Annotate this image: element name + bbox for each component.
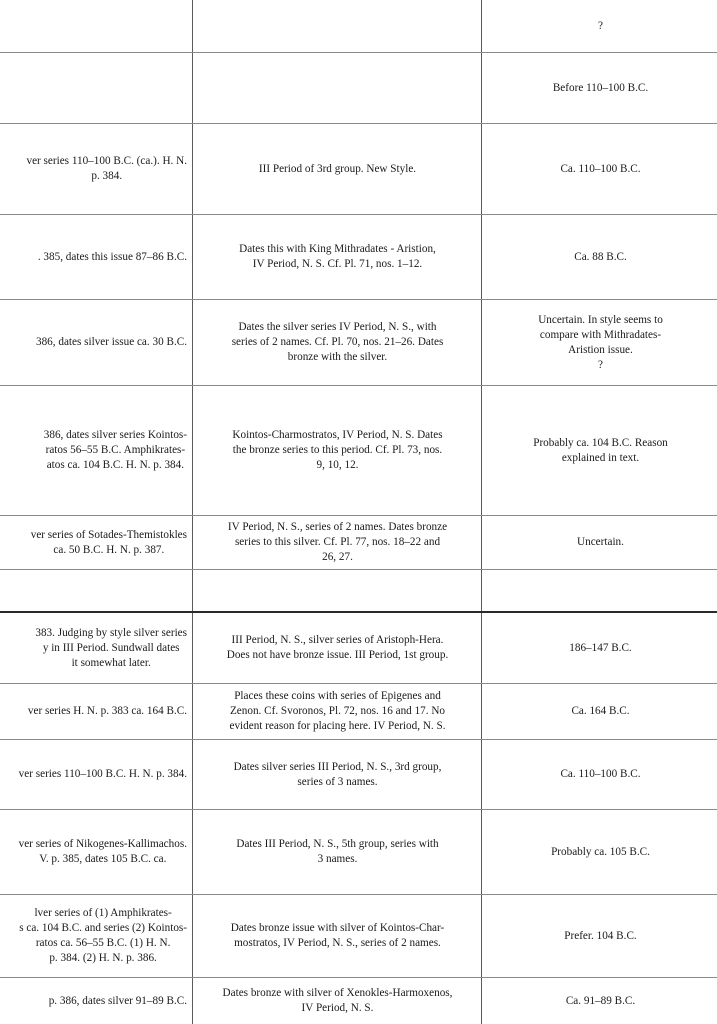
cell-text-line: V. p. 385, dates 105 B.C. ca. — [39, 853, 167, 865]
cell-text-line: p. 384. — [91, 170, 123, 182]
cell-text-line: 383. Judging by style silver series — [35, 626, 187, 639]
cell-date-conclusion — [484, 53, 717, 123]
cell-period-notes — [195, 516, 480, 569]
cell-text-line: explained in text. — [561, 451, 640, 464]
cell-text-line: series of 2 names. Cf. Pl. 70, nos. 21–26. Dates — [231, 336, 444, 348]
cell-source-dating — [0, 215, 191, 299]
cell-text-line: Uncertain. — [577, 536, 624, 548]
cell-date-conclusion — [484, 684, 717, 739]
cell-date-conclusion — [484, 215, 717, 299]
cell-text-line: the bronze series to this period. Cf. Pl. 73, nos. — [232, 444, 443, 456]
cell-text-line: IV Period, N. S. — [301, 1002, 374, 1014]
cell-text-line: 3 names. — [317, 853, 358, 865]
cell-source-dating — [0, 810, 191, 894]
cell-date-conclusion — [484, 124, 717, 214]
cell-text-line: Probably ca. 104 B.C. Reason — [533, 436, 668, 449]
cell-text-line: Ca. 110–100 B.C. — [560, 768, 641, 780]
column-divider — [481, 0, 482, 1024]
cell-text-line: 386, dates silver issue ca. 30 B.C. — [35, 336, 187, 348]
cell-date-conclusion — [484, 613, 717, 683]
cell-text-line: compare with Mithradates- — [539, 328, 662, 341]
cell-text-line: Dates III Period, N. S., 5th group, series with — [236, 838, 439, 850]
cell-date-conclusion — [484, 386, 717, 515]
cell-source-dating — [0, 300, 191, 385]
cell-text-line: mostratos, IV Period, N. S., series of 2 names. — [234, 937, 441, 949]
cell-text-line: ver series 110–100 B.C. (ca.). H. N. — [26, 155, 187, 167]
cell-period-notes — [195, 215, 480, 299]
cell-period-notes — [195, 895, 480, 977]
cell-period-notes — [195, 300, 480, 385]
cell-text-line: lver series of (1) Amphikrates- — [34, 907, 172, 919]
cell-source-dating — [0, 895, 191, 977]
cell-source-dating — [0, 570, 191, 611]
cell-text-line: bronze with the silver. — [287, 351, 388, 363]
cell-text-line: Kointos-Charmostratos, IV Period, N. S. Dates — [232, 429, 443, 441]
cell-source-dating — [0, 124, 191, 214]
cell-text-line: IV Period, N. S. Cf. Pl. 71, nos. 1–12. — [252, 258, 423, 270]
cell-text-line: ratos ca. 56–55 B.C. (1) H. N. — [35, 937, 171, 949]
cell-date-conclusion — [484, 810, 717, 894]
cell-text-line: s ca. 104 B.C. and series (2) Kointos- — [19, 922, 187, 934]
cell-period-notes — [195, 978, 480, 1024]
cell-source-dating — [0, 684, 191, 739]
cell-source-dating — [0, 386, 191, 515]
cell-text-line: ver series of Sotades-Themistokles — [30, 528, 187, 541]
cell-text-line: Does not have bronze issue. III Period, 1st group. — [226, 649, 449, 661]
cell-period-notes — [195, 740, 480, 809]
cell-text-line: IV Period, N. S., series of 2 names. Dates bronze — [227, 521, 448, 533]
cell-source-dating — [0, 53, 191, 123]
cell-text-line: Aristion issue. — [568, 343, 633, 356]
cell-period-notes — [195, 386, 480, 515]
cell-text-line: 9, 10, 12. — [316, 459, 359, 471]
cell-text-line: Ca. 110–100 B.C. — [560, 162, 641, 175]
cell-text-line: ca. 50 B.C. H. N. p. 387. — [53, 543, 165, 556]
cell-text-line: III Period, N. S., silver series of Aristoph-Hera. — [231, 634, 444, 646]
cell-text-line: Ca. 91–89 B.C. — [565, 994, 636, 1007]
cell-text-line: series to this silver. Cf. Pl. 77, nos. 18–22 and — [234, 536, 441, 548]
cell-text-line: ? — [598, 358, 603, 371]
cell-period-notes — [195, 53, 480, 123]
cell-source-dating — [0, 740, 191, 809]
cell-source-dating — [0, 613, 191, 683]
cell-text-line: 186–147 B.C. — [569, 641, 632, 654]
cell-text-line: Dates bronze with silver of Xenokles-Harmoxenos, — [222, 987, 453, 999]
column-divider — [192, 0, 193, 1024]
cell-text-line: Ca. 88 B.C. — [574, 250, 627, 263]
cell-text-line: Probably ca. 105 B.C. — [551, 845, 650, 858]
cell-text-line: atos ca. 104 B.C. H. N. p. 384. — [46, 459, 185, 471]
cell-date-conclusion — [484, 300, 717, 385]
cell-text-line: Before 110–100 B.C. — [552, 81, 649, 94]
cell-text-line: III Period of 3rd group. New Style. — [258, 162, 417, 175]
cell-source-dating — [0, 516, 191, 569]
cell-text-line: Zenon. Cf. Svoronos, Pl. 72, nos. 16 and 17. No — [229, 705, 446, 717]
cell-text-line: y in III Period. Sundwall dates — [42, 641, 180, 654]
cell-text-line: Dates bronze issue with silver of Kointos-Char- — [230, 922, 445, 934]
cell-text-line: ? — [598, 19, 603, 32]
cell-source-dating — [0, 978, 191, 1024]
cell-period-notes — [195, 613, 480, 683]
cell-text-line: Uncertain. In style seems to — [538, 313, 663, 326]
cell-text-line: Dates the silver series IV Period, N. S., with — [238, 321, 437, 333]
cell-text-line: it somewhat later. — [71, 656, 151, 669]
cell-date-conclusion — [484, 740, 717, 809]
cell-text-line: 26, 27. — [322, 551, 353, 563]
cell-text-line: ver series H. N. p. 383 ca. 164 B.C. — [27, 705, 187, 717]
cell-text-line: Places these coins with series of Epigenes and — [234, 690, 441, 702]
cell-text-line: evident reason for placing here. IV Period, N. S. — [229, 720, 446, 732]
cell-date-conclusion — [484, 516, 717, 569]
cell-date-conclusion — [484, 895, 717, 977]
cell-text-line: Prefer. 104 B.C. — [564, 929, 637, 942]
cell-date-conclusion — [484, 0, 717, 52]
cell-text-line: p. 386, dates silver 91–89 B.C. — [48, 994, 187, 1007]
cell-text-line: p. 384. (2) H. N. p. 386. — [49, 952, 157, 964]
cell-text-line: ver series 110–100 B.C. H. N. p. 384. — [18, 768, 187, 780]
cell-date-conclusion — [484, 570, 717, 611]
cell-text-line: Dates silver series III Period, N. S., 3rd group, — [233, 760, 442, 773]
cell-text-line: ver series of Nikogenes-Kallimachos. — [18, 838, 187, 850]
cell-text-line: Ca. 164 B.C. — [571, 705, 630, 717]
cell-text-line: . 385, dates this issue 87–86 B.C. — [37, 250, 187, 263]
cell-source-dating — [0, 0, 191, 52]
cell-text-line: Dates this with King Mithradates - Aristion, — [239, 243, 436, 255]
cell-text-line: 386, dates silver series Kointos- — [43, 429, 187, 441]
cell-period-notes — [195, 570, 480, 611]
cell-period-notes — [195, 124, 480, 214]
cell-date-conclusion — [484, 978, 717, 1024]
cell-period-notes — [195, 810, 480, 894]
cell-text-line: series of 3 names. — [297, 775, 378, 788]
cell-period-notes — [195, 0, 480, 52]
cell-text-line: ratos 56–55 B.C. Amphikrates- — [45, 444, 186, 456]
cell-period-notes — [195, 684, 480, 739]
